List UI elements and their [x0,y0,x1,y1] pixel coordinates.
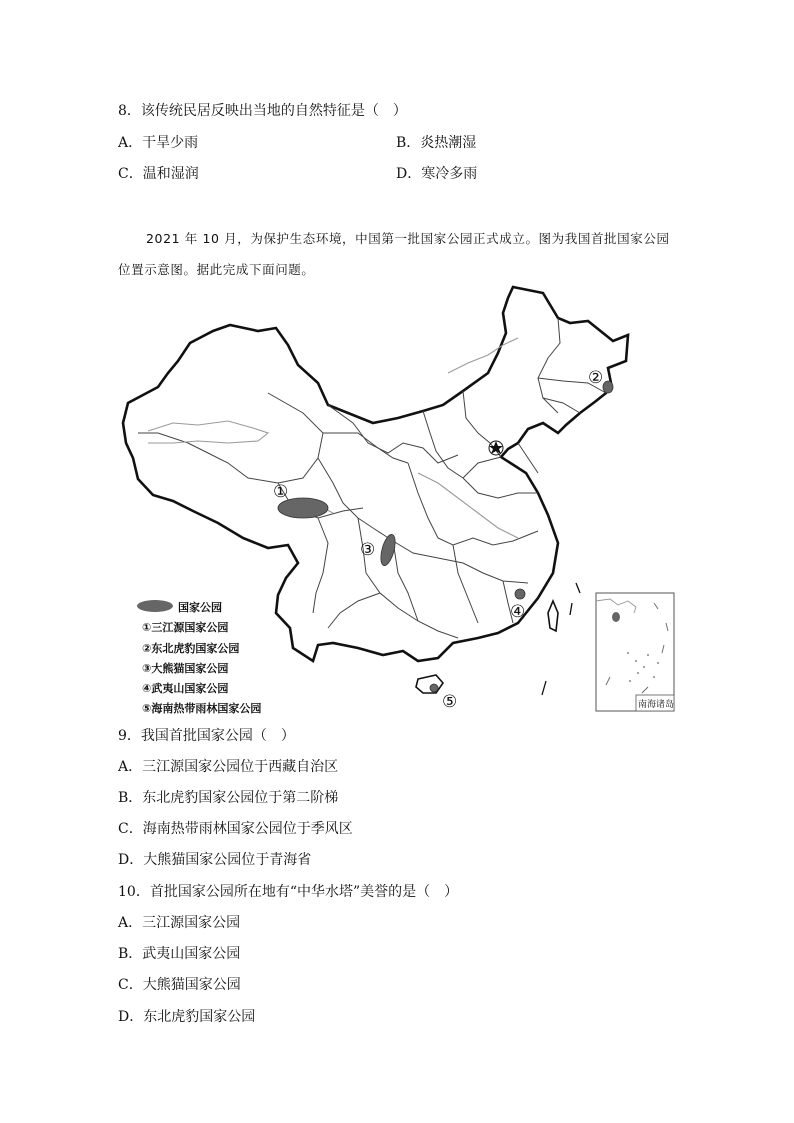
q10-option-b: B．武夷山国家公园 [118,946,241,962]
legend-item-2: ②东北虎豹国家公园 [142,642,240,655]
legend-item-3: ③大熊猫国家公园 [142,662,229,675]
park-dongbei-hubao [603,381,613,393]
taiwan [548,601,558,631]
hainan [416,675,443,693]
legend-park-swatch [135,599,175,613]
q8-stem: 8．该传统民居反映出当地的自然特征是（ ） [118,103,407,119]
q10-stem: 10．首批国家公园所在地有“中华水塔”美誉的是（ ） [118,884,459,900]
inset-label: 南海诸岛 [638,700,675,710]
q8-option-c: C．温和湿润 [118,166,199,182]
legend-item-4: ④武夷山国家公园 [142,682,229,695]
q8-option-a: A．干旱少雨 [118,135,199,151]
q9-option-a: A．三江源国家公园位于西藏自治区 [118,759,339,775]
rivers [148,338,518,538]
capital-star-icon [489,441,503,455]
province-boundaries [138,318,606,638]
park-wuyishan [515,589,525,599]
legend-item-5: ⑤海南热带雨林国家公园 [142,702,262,715]
china-national-parks-map [118,283,678,713]
q9-option-c: C．海南热带雨林国家公园位于季风区 [118,821,353,837]
park-daxiongmao [378,533,398,567]
marker-2: ② [588,368,604,388]
passage-line-1: 2021 年 10 月，为保护生态环境，中国第一批国家公园正式成立。图为我国首批国家公园 [146,231,670,246]
q8-option-d: D．寒冷多雨 [396,166,478,182]
q9-option-d: D．大熊猫国家公园位于青海省 [118,852,312,868]
marker-5: ⑤ [442,692,458,712]
passage-line-2: 位置示意图。据此完成下面问题。 [118,262,315,277]
q9-stem: 9．我国首批国家公园（ ） [118,728,295,744]
legend-title: 国家公园 [178,601,222,614]
marker-3: ③ [360,540,376,560]
q10-option-d: D．东北虎豹国家公园 [118,1009,256,1025]
marker-1: ① [273,482,289,502]
legend-item-1: ①三江源国家公园 [142,621,229,634]
q10-option-a: A．三江源国家公园 [118,915,241,931]
south-china-sea-inset [596,593,674,711]
q8-option-b: B．炎热潮湿 [396,135,477,151]
marker-4: ④ [510,602,526,622]
q10-option-c: C．大熊猫国家公园 [118,977,241,993]
park-hainan-rainforest [430,684,438,692]
sea-boundary-dashes [542,583,580,695]
q9-option-b: B．东北虎豹国家公园位于第二阶梯 [118,790,339,806]
